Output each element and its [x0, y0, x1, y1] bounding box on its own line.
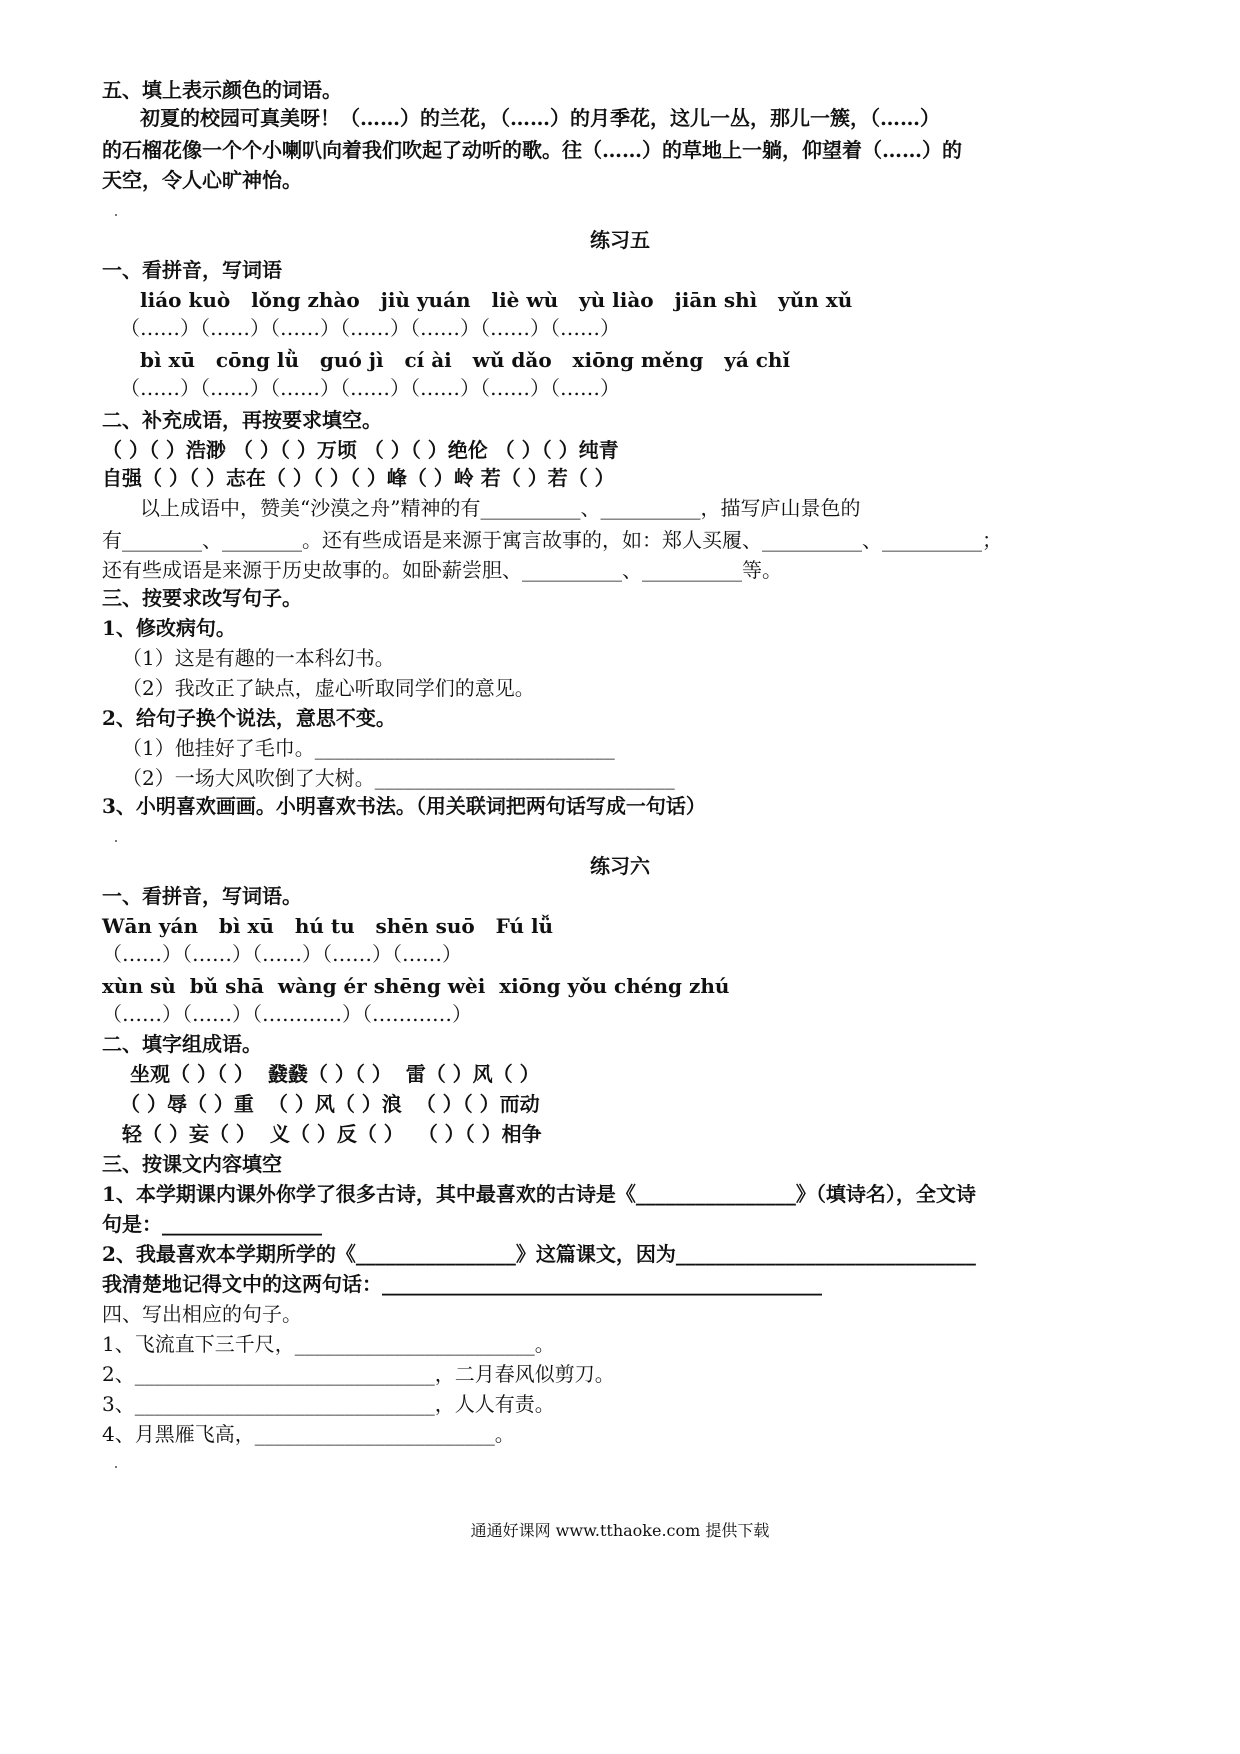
paragraph-line: 的石榴花像一个个小喇叭向着我们吹起了动听的歌。往（……）的草地上一躺，仰望着（……）的 [102, 138, 962, 162]
question-line: （1）这是有趣的一本科幻书。 [122, 646, 395, 670]
paragraph-mark [115, 840, 117, 842]
question-line: 2、给句子换个说法，意思不变。 [102, 706, 396, 730]
question-line: 1、飞流直下三千尺，________________________。 [102, 1332, 555, 1356]
exercise-title: 练习五 [590, 228, 650, 252]
pinyin-line: liáo kuò lǒng zhào jiù yuán liè wù yù liào jiān shì yǔn xǔ [140, 288, 853, 312]
idiom-line: 自强（ ）（ ）志在（ ）（ ）（ ）峰（ ）岭 若（ ）若（ ） [102, 466, 615, 490]
paragraph-mark [115, 214, 117, 216]
question-line: 4、月黑雁飞高，________________________。 [102, 1422, 515, 1446]
idiom-line: 坐观（ ）（ ） 鼗鼗（ ）（ ） 雷（ ）风（ ） [130, 1062, 540, 1086]
answer-brackets: （……）（……）（……）（……）（……）（……）（……） [120, 376, 620, 400]
question-line: 我清楚地记得文中的这两句话：____________________________________________ [102, 1272, 822, 1296]
idiom-line: （ ）（ ）浩渺 （ ）（ ）万顷 （ ）（ ）绝伦 （ ）（ ）纯青 [102, 438, 619, 462]
question-line: 2、我最喜欢本学期所学的《________________》这篇课文，因为______________________________ [102, 1242, 976, 1266]
section-heading: 四、写出相应的句子。 [102, 1302, 302, 1326]
pinyin-line: Wān yán bì xū hú tu shēn suō Fú lǚ [102, 914, 554, 938]
fill-line: 有________、________。还有些成语是来源于寓言故事的，如：郑人买履、__________、__________； [102, 528, 1002, 552]
footer-credit: 通通好课网 www.tthaoke.com 提供下载 [470, 1521, 770, 1540]
fill-line: 以上成语中，赞美“沙漠之舟”精神的有__________、__________，描写庐山景色的 [140, 496, 861, 520]
answer-brackets: （……）（……）（…………）（…………） [102, 1002, 472, 1026]
question-line: （2）一场大风吹倒了大树。______________________________ [122, 766, 675, 790]
section-heading: 三、按要求改写句子。 [102, 586, 302, 610]
section-heading: 三、按课文内容填空 [102, 1152, 282, 1176]
fill-line: 还有些成语是来源于历史故事的。如卧薪尝胆、__________、__________等。 [102, 558, 782, 582]
question-line: 3、小明喜欢画画。小明喜欢书法。（用关联词把两句话写成一句话） [102, 794, 706, 818]
answer-brackets: （……）（……）（……）（……）（……） [102, 942, 462, 966]
section-heading: 一、看拼音，写词语。 [102, 884, 302, 908]
question-line: （1）他挂好了毛巾。______________________________ [122, 736, 615, 760]
question-line: 1、本学期课内课外你学了很多古诗，其中最喜欢的古诗是《________________》（填诗名），全文诗 [102, 1182, 976, 1206]
question-line: 1、修改病句。 [102, 616, 236, 640]
section-heading: 二、填字组成语。 [102, 1032, 262, 1056]
section-heading: 二、补充成语，再按要求填空。 [102, 408, 382, 432]
paragraph-line: 天空，令人心旷神怡。 [102, 168, 302, 192]
question-line: 3、______________________________，人人有责。 [102, 1392, 555, 1416]
paragraph-line: 初夏的校园可真美呀！（……）的兰花，（……）的月季花，这儿一丛，那儿一簇，（……） [140, 106, 940, 130]
question-line: （2）我改正了缺点，虚心听取同学们的意见。 [122, 676, 535, 700]
section-heading: 五、填上表示颜色的词语。 [102, 78, 342, 102]
question-line: 2、______________________________，二月春风似剪刀。 [102, 1362, 615, 1386]
exercise-title: 练习六 [590, 854, 650, 878]
section-heading: 一、看拼音，写词语 [102, 258, 282, 282]
idiom-line: 轻（ ）妄（ ） 义（ ）反（ ） （ ）（ ）相争 [122, 1122, 542, 1146]
question-line: 句是：________________ [102, 1212, 322, 1236]
idiom-line: （ ）辱（ ）重 （ ）风（ ）浪 （ ）（ ）而动 [120, 1092, 540, 1116]
pinyin-line: bì xū cōng lǜ guó jì cí ài wǔ dǎo xiōng měng yá chǐ [140, 348, 791, 372]
paragraph-mark [115, 1466, 117, 1468]
pinyin-line: xùn sù bǔ shā wàng ér shēng wèi xiōng yǒu chéng zhú [102, 974, 730, 998]
answer-brackets: （……）（……）（……）（……）（……）（……）（……） [120, 316, 620, 340]
